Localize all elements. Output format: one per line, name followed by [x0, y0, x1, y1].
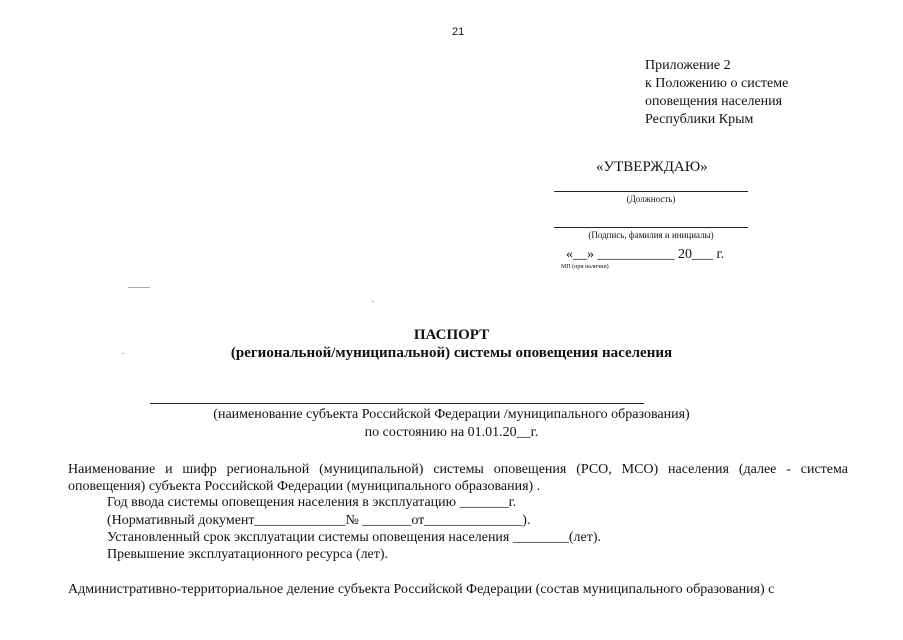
signature-line	[554, 227, 748, 228]
subject-name-line	[150, 403, 644, 404]
scan-artifact	[128, 287, 150, 288]
position-caption: (Должность)	[626, 194, 676, 204]
appendix-line-4: Республики Крым	[645, 112, 754, 127]
signature-caption: (Подпись, фамилия и инициалы)	[588, 230, 714, 240]
document-title: ПАСПОРТ	[413, 327, 490, 343]
position-line	[554, 191, 748, 192]
page-number: 21	[452, 26, 465, 38]
service-life-line: Установленный срок эксплуатации системы оповещения населения ________(лет).	[107, 530, 602, 545]
subject-caption: (наименование субъекта Российской Федерации /муниципального образования)	[213, 407, 690, 422]
administrative-division-paragraph: Административно-территориальное деление субъекта Российской Федерации (состав муниципального образования) с	[68, 582, 775, 597]
scan-artifact	[372, 301, 374, 302]
as-of-date: по состоянию на 01.01.20__г.	[364, 425, 539, 440]
document-subtitle: (региональной/муниципальной) системы оповещения населения	[230, 345, 673, 361]
regulatory-document-line: (Нормативный документ_____________№ _______от______________).	[107, 513, 531, 528]
resource-excess-line: Превышение эксплуатационного ресурса (лет).	[107, 547, 389, 562]
appendix-line-2: к Положению о системе	[645, 76, 789, 91]
appendix-reference	[645, 57, 788, 129]
system-name-paragraph: Наименование и шифр региональной (муниципальной) системы оповещения (РСО, МСО) населения (далее - система оповещения) субъекта Российской Федерации (муниципального образования) .	[68, 462, 848, 494]
stamp-note: МП (при наличии)	[561, 264, 609, 270]
approval-date-line: «__» ___________ 20___ г.	[566, 247, 725, 262]
scan-artifact	[122, 353, 124, 354]
approval-title: «УТВЕРЖДАЮ»	[596, 159, 708, 175]
appendix-line-3: оповещения населения	[645, 94, 783, 109]
appendix-line-1: Приложение 2	[645, 58, 731, 73]
commissioning-year-line: Год ввода системы оповещения населения в эксплуатацию _______г.	[107, 495, 517, 510]
